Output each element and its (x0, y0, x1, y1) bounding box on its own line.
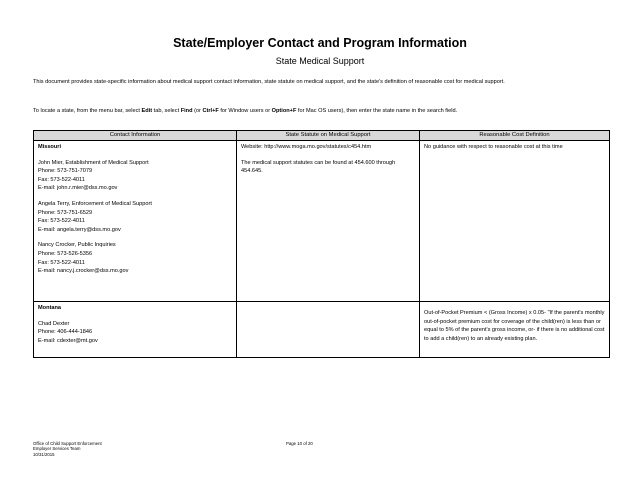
instr-find: Find (180, 108, 193, 114)
contact-email: E-mail: nancy.j.crocker@dss.mo.gov (38, 268, 129, 275)
cost-cell (420, 141, 610, 302)
contact-email: E-mail: angela.terry@dss.mo.gov (38, 226, 121, 233)
instr-edit: Edit (141, 108, 153, 114)
contact-name: John Mier, Establishment of Medical Support (38, 159, 149, 166)
state-name: Missouri (38, 144, 62, 150)
footer-office: Office of Child Support Enforcement (33, 441, 102, 446)
contact-email: E-mail: cdexter@mt.gov (38, 337, 98, 344)
contact-phone: Phone: 573-751-7079 (38, 168, 93, 175)
contact-fax: Fax: 573-522-4011 (38, 176, 85, 183)
table-row (34, 141, 610, 302)
table-row (34, 302, 610, 358)
table-header-row (34, 131, 610, 141)
cost-definition: Out-of-Pocket Premium < (Gross Income) x 0.05- "If the parent's monthly out-of-pocket premium cost for coverage of the child(ren) is less than or equal to 5% of the parent's gross income, or- if there is no additional cost to add a child(ren) to an already existing plan. (424, 310, 605, 342)
instr-text-3: (or (192, 108, 203, 114)
header-reasonable-cost: Reasonable Cost Definition (420, 131, 610, 141)
contact-block (38, 320, 232, 346)
contact-cell (34, 141, 237, 302)
cost-definition: No guidance with respect to reasonable cost at this time (424, 144, 563, 150)
header-state-statute: State Statute on Medical Support (237, 131, 420, 141)
instr-text-2: tab, select (152, 108, 181, 114)
contact-block (38, 241, 232, 275)
header-contact-information: Contact Information (34, 131, 237, 141)
contact-cell (34, 302, 237, 358)
instr-optionf: Option+F (271, 108, 297, 114)
intro-paragraph: This document provides state-specific information about medical support contact information, state statute on medical support, and the state's definition of reasonable cost for medical support. (33, 79, 505, 85)
instr-text-4: for Window users or (218, 108, 272, 114)
contact-phone: Phone: 406-444-1846 (38, 329, 93, 336)
contact-block (38, 200, 232, 234)
instr-ctrlf: Ctrl+F (202, 108, 219, 114)
document-subtitle: State Medical Support (275, 56, 365, 66)
instructions-paragraph (33, 107, 613, 115)
contact-phone: Phone: 573-751-6529 (38, 209, 93, 216)
statute-website[interactable]: Website: http://www.moga.mo.gov/statutes/c454.htm (241, 144, 372, 150)
state-info-table (33, 130, 610, 358)
footer-date: 10/31/2015 (33, 451, 55, 457)
contact-fax: Fax: 573-522-4011 (38, 259, 85, 266)
contact-fax: Fax: 573-522-4011 (38, 218, 85, 225)
document-title: State/Employer Contact and Program Information (173, 36, 467, 50)
contact-name: Nancy Crocker, Public Inquiries (38, 242, 116, 249)
footer-left (33, 441, 102, 457)
contact-name: Angela Terry, Enforcement of Medical Support (38, 200, 152, 207)
instr-text-5: for Mac OS users), then enter the state name in the search field. (296, 108, 458, 114)
contact-name: Chad Dexter (38, 320, 70, 327)
statute-cell (237, 302, 420, 358)
footer-page-number: Page 10 of 20 (286, 441, 313, 446)
footer-team: Employer Services Team (33, 446, 81, 452)
state-name: Montana (38, 305, 61, 311)
cost-cell (420, 302, 610, 358)
instr-text-1: To locate a state, from the menu bar, select (33, 108, 142, 114)
contact-email: E-mail: john.r.mier@dss.mo.gov (38, 185, 118, 192)
contact-block (38, 159, 232, 193)
statute-text: The medical support statutes can be found at 454.600 through 454.645. (241, 159, 396, 175)
statute-cell (237, 141, 420, 302)
contact-phone: Phone: 573-526-5356 (38, 250, 93, 257)
